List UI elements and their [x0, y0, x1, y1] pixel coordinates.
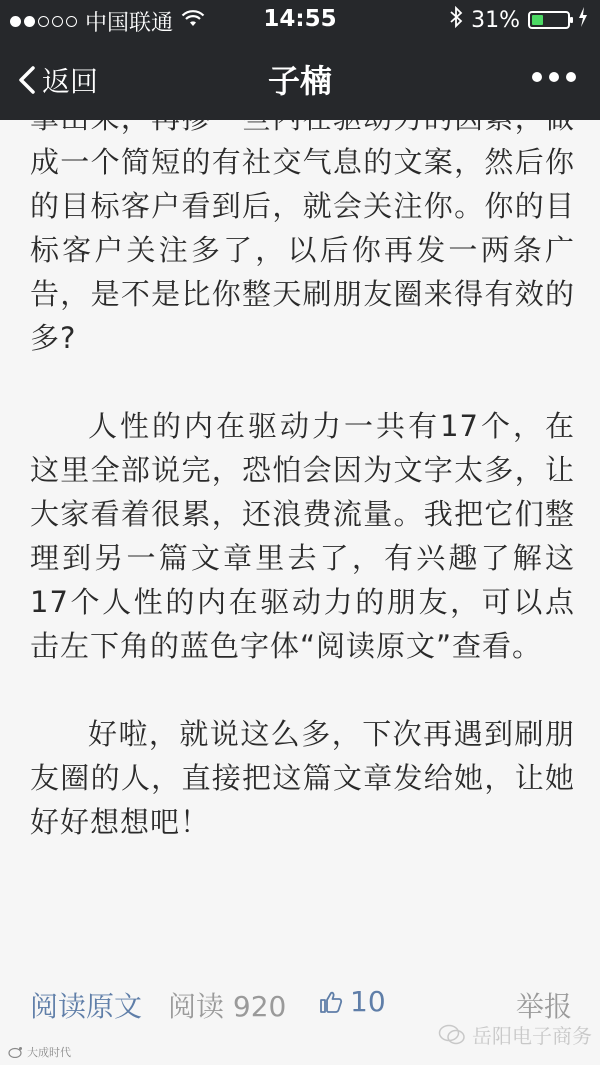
- article-paragraph: 人性的内在驱动力一共有17个，在这里全部说完，恐怕会因为文字太多，让大家看着很累，还浪费流量。我把它们整理到另一篇文章里去了，有兴趣了解这17个人性的内在驱动力的朋友，可以点击左下角的蓝色字体“阅读原文”查看。: [30, 409, 575, 663]
- weibo-logo-icon: [8, 1046, 24, 1058]
- like-button[interactable]: [318, 985, 386, 1018]
- navigation-bar: [0, 40, 600, 120]
- wechat-logo-icon: [438, 1024, 466, 1046]
- article-body: [30, 96, 575, 888]
- like-count: 10: [350, 985, 386, 1018]
- status-right: [449, 6, 588, 34]
- read-original-link[interactable]: 阅读原文: [30, 990, 143, 1023]
- carrier-label: 中国联通: [85, 11, 174, 36]
- watermark-right-text: 岳阳电子商务: [472, 1024, 592, 1048]
- bluetooth-icon: [449, 6, 463, 34]
- read-count: 阅读 920: [168, 990, 287, 1023]
- article-paragraph: 成一个简短的有社交气息的文案，然后你的目标客户看到后，就会关注你。你的目标客户关注多了，以后你再发一两条广告，是不是比你整天刷朋友圈来得有效的多?: [30, 145, 575, 355]
- back-label: 返回: [42, 65, 99, 98]
- watermark-left: [8, 1044, 71, 1060]
- battery-icon: [528, 11, 570, 29]
- watermark-right: [438, 1020, 592, 1049]
- charging-icon: [578, 7, 588, 33]
- battery-percent: 31%: [471, 7, 520, 33]
- thumbs-up-icon: [318, 989, 344, 1015]
- more-options-button[interactable]: [532, 72, 576, 82]
- watermark-left-text: 大成时代: [27, 1046, 71, 1059]
- top-bar: [0, 0, 600, 120]
- page-title: 子楠: [267, 62, 332, 100]
- article-content[interactable]: [0, 96, 600, 966]
- article-paragraph: 好啦，就说这么多，下次再遇到刷朋友圈的人，直接把这篇文章发给她，让她好好想想吧！: [30, 717, 575, 839]
- status-bar: [0, 0, 600, 40]
- clock: 14:55: [263, 6, 337, 32]
- report-link[interactable]: 举报: [515, 990, 572, 1023]
